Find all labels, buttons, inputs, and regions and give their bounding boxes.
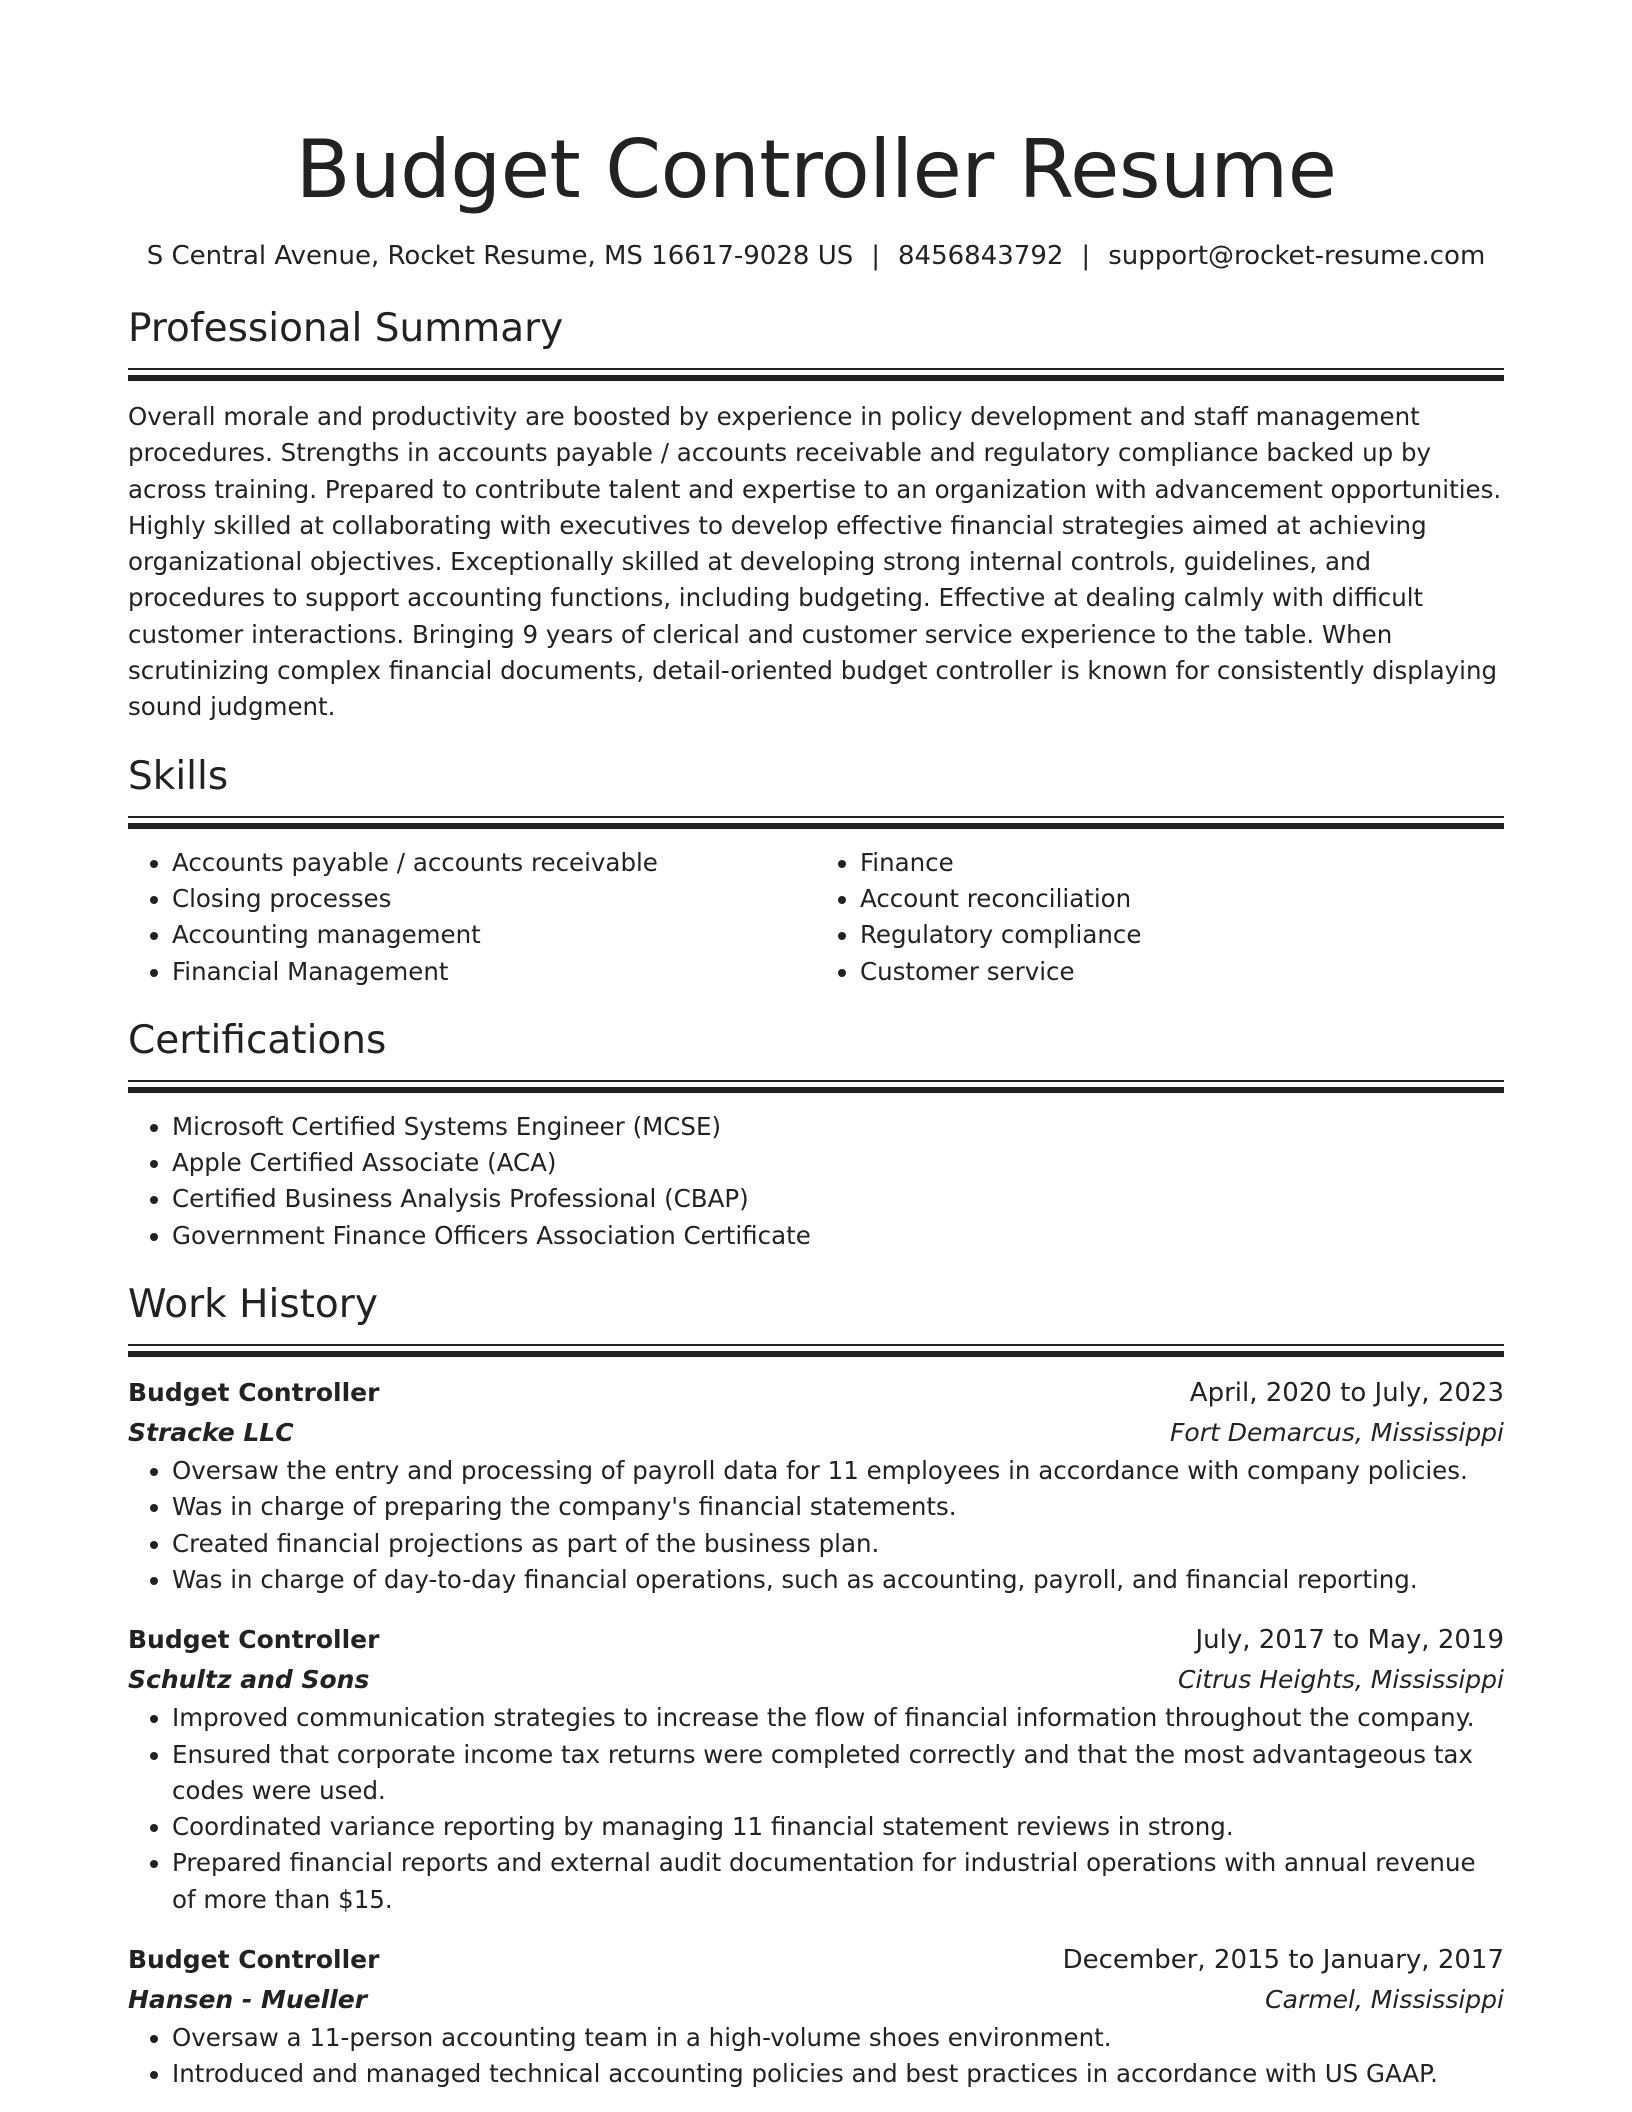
section-heading-summary: Professional Summary bbox=[128, 306, 564, 351]
certification-item: • Government Finance Officers Association Certificate bbox=[172, 1218, 1504, 1254]
job-entry bbox=[128, 1373, 1504, 1598]
skill-item: • Accounts payable / accounts receivable bbox=[172, 845, 816, 881]
job-bullet: • Ensured that corporate income tax returns were completed correctly and that the most advantageous tax codes were used. bbox=[172, 1737, 1504, 1810]
skill-item: • Finance bbox=[860, 845, 1504, 881]
section-heading-certifications: Certifications bbox=[128, 1017, 387, 1063]
section-divider bbox=[128, 816, 1504, 829]
job-responsibilities bbox=[128, 1700, 1504, 1918]
certifications-section bbox=[128, 1016, 1504, 1254]
job-responsibilities bbox=[128, 1453, 1504, 1598]
section-divider bbox=[128, 1344, 1504, 1357]
summary-text: Overall morale and productivity are boosted by experience in policy development and staff management procedures. Strengths in accounts payable / accounts receivable and regulatory compliance backed up by across training. Prepared to contribute talent and expertise to an organization with advancement opportunities. Highly skilled at collaborating with executives to develop effective financial strategies aimed at achieving organizational objectives. Exceptionally skilled at developing strong internal controls, guidelines, and procedures to support accounting functions, including budgeting. Effective at dealing calmly with difficult customer interactions. Bringing 9 years of clerical and customer service experience to the table. When scrutinizing complex financial documents, detail-oriented budget controller is known for consistently displaying sound judgment. bbox=[128, 402, 1502, 722]
job-dates: April, 2020 to July, 2023 bbox=[1189, 1378, 1504, 1409]
certification-item: • Microsoft Certified Systems Engineer (MCSE) bbox=[172, 1109, 1504, 1145]
job-bullet: • Coordinated variance reporting by managing 11 financial statement reviews in strong. bbox=[172, 1809, 1504, 1845]
skills-list-right bbox=[816, 845, 1504, 990]
skill-item: • Customer service bbox=[860, 954, 1504, 990]
summary-section bbox=[128, 304, 1504, 726]
job-responsibilities bbox=[128, 2020, 1504, 2093]
certification-item: • Apple Certified Associate (ACA) bbox=[172, 1145, 1504, 1181]
section-heading-skills: Skills bbox=[128, 753, 229, 799]
skills-section bbox=[128, 752, 1504, 990]
job-title: Budget Controller bbox=[128, 1625, 380, 1655]
job-location: Carmel, Mississippi bbox=[1265, 1985, 1504, 2015]
job-dates: December, 2015 to January, 2017 bbox=[1062, 1945, 1504, 1976]
job-bullet: • Created financial projections as part of the business plan. bbox=[172, 1526, 1504, 1562]
section-heading-work-history: Work History bbox=[128, 1282, 378, 1328]
job-bullet: • Prepared financial reports and external audit documentation for industrial operations with annual revenue of more than $15. bbox=[172, 1845, 1504, 1918]
skills-list-left bbox=[128, 845, 816, 990]
job-bullet: • Improved communication strategies to increase the flow of financial information throughout the company. bbox=[172, 1700, 1504, 1736]
job-header-row bbox=[128, 1940, 1504, 1980]
job-company-row bbox=[128, 1660, 1504, 1700]
section-divider bbox=[128, 1080, 1504, 1093]
contact-line bbox=[128, 238, 1504, 274]
resume-title: Budget Controller Resume bbox=[295, 123, 1337, 216]
job-company-row bbox=[128, 1413, 1504, 1453]
contact-address: S Central Avenue, Rocket Resume, MS 16617-9028 US bbox=[146, 241, 854, 271]
job-location: Citrus Heights, Mississippi bbox=[1177, 1665, 1504, 1695]
skill-item: • Closing processes bbox=[172, 881, 816, 917]
job-title: Budget Controller bbox=[128, 1945, 380, 1975]
skills-grid bbox=[128, 845, 1504, 990]
job-bullet: • Oversaw a 11-person accounting team in a high-volume shoes environment. bbox=[172, 2020, 1504, 2056]
job-location: Fort Demarcus, Mississippi bbox=[1170, 1418, 1504, 1448]
section-divider bbox=[128, 368, 1504, 381]
job-company: Schultz and Sons bbox=[128, 1665, 370, 1695]
job-title: Budget Controller bbox=[128, 1378, 380, 1408]
job-company: Hansen - Mueller bbox=[128, 1985, 368, 2015]
job-header-row bbox=[128, 1373, 1504, 1413]
job-entry bbox=[128, 1620, 1504, 1918]
skill-item: • Accounting management bbox=[172, 917, 816, 953]
job-entry bbox=[128, 1940, 1504, 2093]
job-company: Stracke LLC bbox=[128, 1418, 294, 1448]
job-dates: July, 2017 to May, 2019 bbox=[1195, 1625, 1504, 1656]
work-history-section bbox=[128, 1280, 1504, 2093]
skill-item: • Regulatory compliance bbox=[860, 917, 1504, 953]
contact-phone: 8456843792 bbox=[898, 241, 1064, 271]
certifications-list bbox=[128, 1109, 1504, 1254]
job-header-row bbox=[128, 1620, 1504, 1660]
contact-email: support@rocket-resume.com bbox=[1108, 241, 1486, 271]
certification-item: • Certified Business Analysis Professional (CBAP) bbox=[172, 1181, 1504, 1217]
skill-item: • Financial Management bbox=[172, 954, 816, 990]
job-bullet: • Was in charge of day-to-day financial operations, such as accounting, payroll, and financial reporting. bbox=[172, 1562, 1504, 1598]
contact-separator: | bbox=[1081, 241, 1091, 271]
job-company-row bbox=[128, 1980, 1504, 2020]
job-bullet: • Was in charge of preparing the company's financial statements. bbox=[172, 1489, 1504, 1525]
skill-item: • Account reconciliation bbox=[860, 881, 1504, 917]
job-bullet: • Introduced and managed technical accounting policies and best practices in accordance with US GAAP. bbox=[172, 2056, 1504, 2092]
contact-separator: | bbox=[871, 241, 880, 271]
job-bullet: • Oversaw the entry and processing of payroll data for 11 employees in accordance with company policies. bbox=[172, 1453, 1504, 1489]
